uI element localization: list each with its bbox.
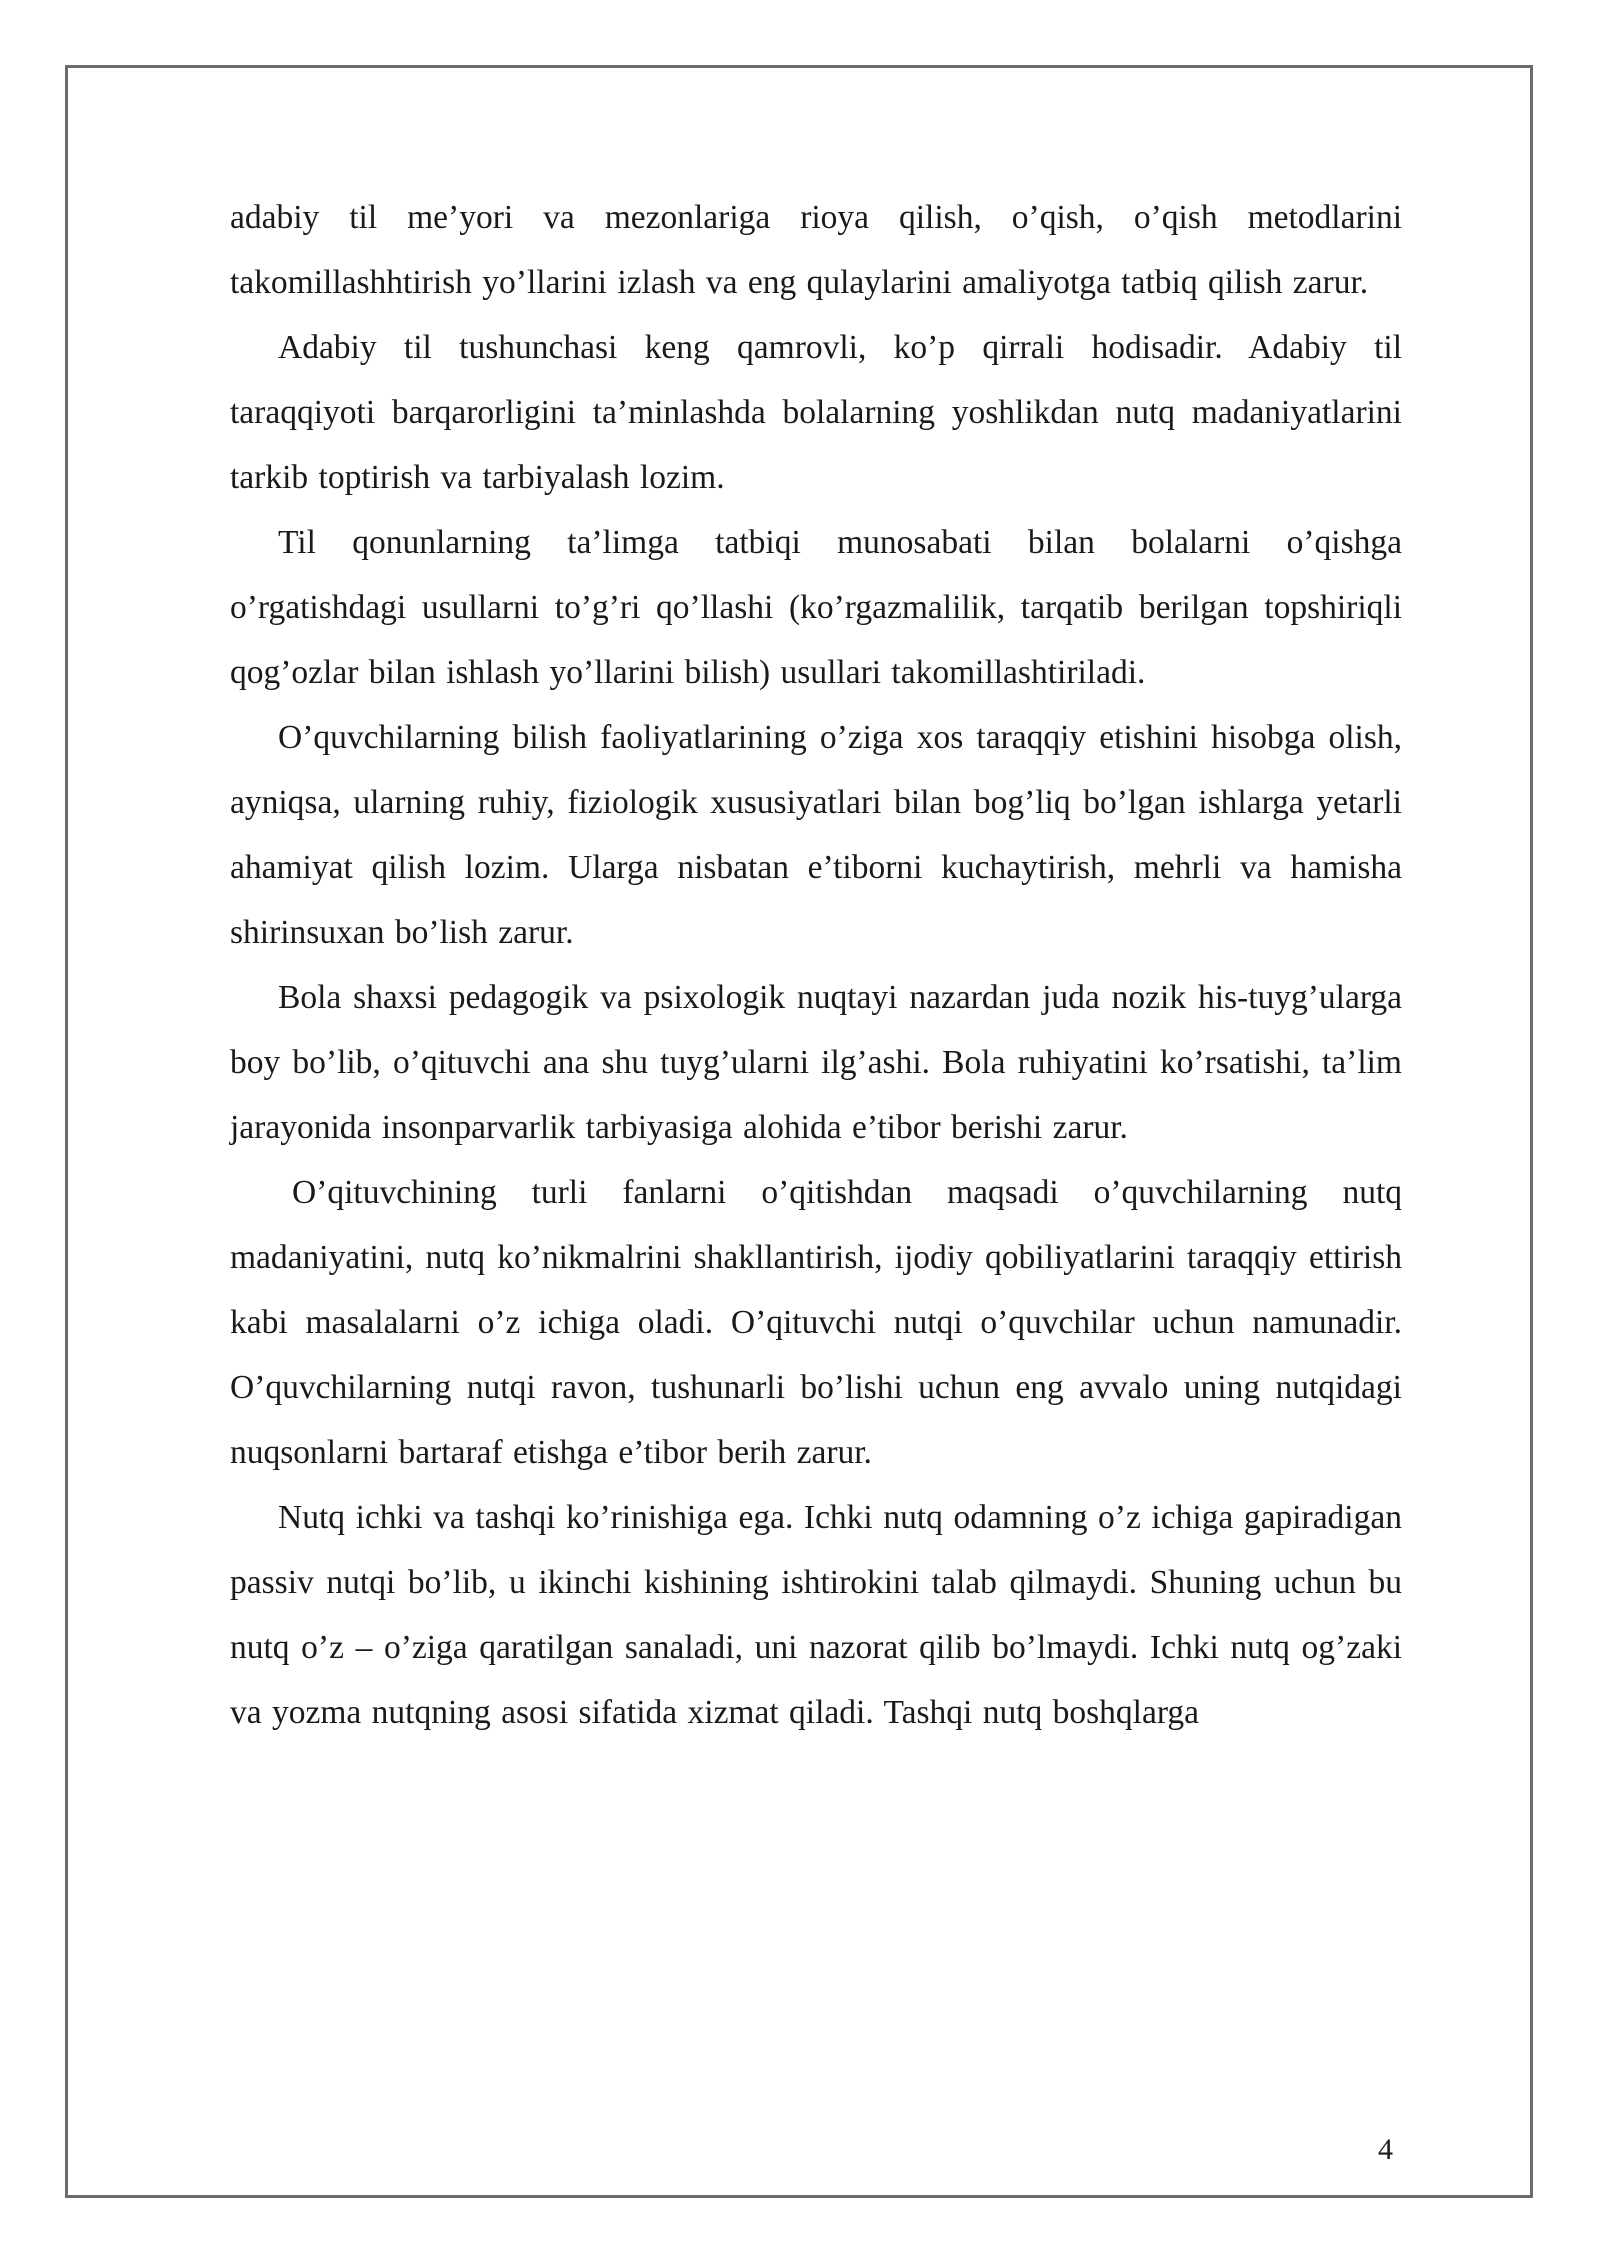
paragraph-5: Bola shaxsi pedagogik va psixologik nuqtayi nazardan juda nozik his-tuyg’ularga boy bo’lib, o’qituvchi ana shu tuyg’ularni ilg’ashi. Bola ruhiyatini ko’rsatishi, ta’lim jarayonida insonparvarlik tarbiyasiga alohida e’tibor berishi zarur. <box>230 979 1402 1146</box>
paragraph-3: Til qonunlarning ta’limga tatbiqi munosabati bilan bolalarni o’qishga o’rgatishdagi usullarni to’g’ri qo’llashi (ko’rgazmalilik, tarqatib berilgan topshiriqli qog’ozlar bilan ishlash yo’llarini bilish) usullari takomillashtiriladi. <box>230 524 1402 691</box>
paragraph-1: adabiy til me’yori va mezonlariga rioya qilish, o’qish, o’qish metodlarini takomillashhtirish yo’llarini izlash va eng qulaylarini amaliyotga tatbiq qilish zarur. <box>230 199 1402 301</box>
paragraph-7: Nutq ichki va tashqi ko’rinishiga ega. Ichki nutq odamning o’z ichiga gapiradigan passiv nutqi bo’lib, u ikinchi kishining ishtirokini talab qilmaydi. Shuning uchun bu nutq o’z – o’ziga qaratilgan sanaladi, uni nazorat qilib bo’lmaydi. Ichki nutq og’zaki va yozma nutqning asosi sifatida xizmat qiladi. Tashqi nutq boshqlarga <box>230 1499 1402 1731</box>
paragraph-2: Adabiy til tushunchasi keng qamrovli, ko’p qirrali hodisadir. Adabiy til taraqqiyoti barqarorligini ta’minlashda bolalarning yoshlikdan nutq madaniyatlarini tarkib toptirish va tarbiyalash lozim. <box>230 329 1402 496</box>
page-number: 4 <box>1378 2133 1393 2166</box>
document-body <box>230 185 1402 1745</box>
paragraph-4: O’quvchilarning bilish faoliyatlarining o’ziga xos taraqqiy etishini hisobga olish, ayniqsa, ularning ruhiy, fiziologik xususiyatlari bilan bog’liq bo’lgan ishlarga yetarli ahamiyat qilish lozim. Ularga nisbatan e’tiborni kuchaytirish, mehrli va hamisha shirinsuxan bo’lish zarur. <box>230 719 1402 951</box>
paragraph-6: O’qituvchining turli fanlarni o’qitishdan maqsadi o’quvchilarning nutq madaniyatini, nutq ko’nikmalrini shakllantirish, ijodiy qobiliyatlarini taraqqiy ettirish kabi masalalarni o’z ichiga oladi. O’qituvchi nutqi o’quvchilar uchun namunadir. O’quvchilarning nutqi ravon, tushunarli bo’lishi uchun eng avvalo uning nutqidagi nuqsonlarni bartaraf etishga e’tibor berih zarur. <box>230 1174 1402 1471</box>
